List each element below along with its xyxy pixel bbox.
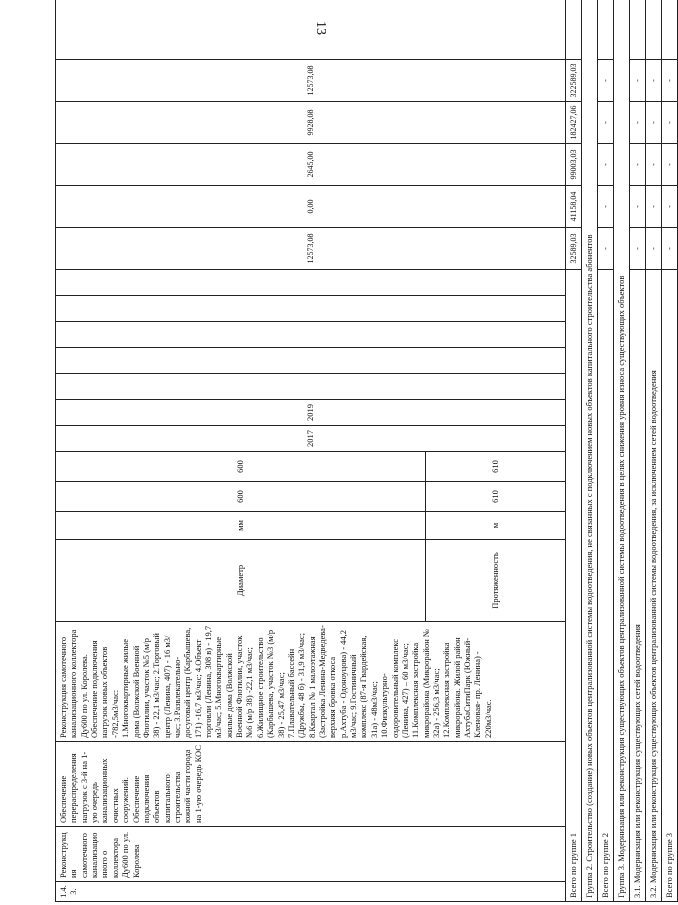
total-value: - (598, 102, 614, 144)
total-group1-row (566, 0, 582, 902)
total-value: - (662, 186, 678, 228)
group-header: Группа 2. Строительство (создание) новых объектов централизованной системы водоотведения, не связанных с подключением новых объектов капитального строительства абонентов (582, 0, 598, 902)
empty-cell (56, 322, 566, 348)
subgroup-value: - (630, 60, 646, 102)
table-row (56, 0, 426, 902)
param-unit: м (426, 512, 566, 540)
total-group3-row (662, 0, 678, 902)
total-value: - (662, 228, 678, 270)
subgroup-value: - (646, 102, 662, 144)
total-value: - (662, 144, 678, 186)
subgroup-value: - (646, 144, 662, 186)
subgroup31-row (630, 0, 646, 902)
empty-cell (662, 0, 678, 60)
cost-2017: 0,00 (56, 186, 566, 228)
param-after: 600 (56, 452, 426, 482)
empty-cell (56, 270, 566, 296)
empty-cell (646, 0, 662, 60)
total-value: 32589,03 (566, 228, 582, 270)
param-name: Диаметр (56, 540, 426, 622)
param-before: 600 (56, 482, 426, 512)
project-purpose: Обеспечение перераспределения нагрузок с 3-й на 1-ую очередь канализационных очистных сооружений. Обеспечение подключения объектов капитального строительства южной части города на 1-ую очередь КОС (56, 742, 566, 827)
subgroup-value: - (630, 228, 646, 270)
total-value: - (662, 102, 678, 144)
total-value: 182427,06 (566, 102, 582, 144)
year-end: 2019 (56, 400, 566, 426)
total-value: - (598, 144, 614, 186)
total-value: - (598, 60, 614, 102)
subgroup-value: - (646, 228, 662, 270)
subgroup-value: - (630, 186, 646, 228)
empty-cell (56, 374, 566, 400)
total-label: Всего по группе 3 (662, 270, 678, 902)
investment-program-table (55, 0, 678, 902)
param-before: 610 (426, 482, 566, 512)
cost-2018: 2645,00 (56, 144, 566, 186)
group3-header-row (614, 0, 630, 902)
cost-sum: 12573,08 (56, 60, 566, 102)
subgroup-label: 3.1. Модернизация или реконструкция существующих сетей водоотведения (630, 270, 646, 902)
total-value: 322589,03 (566, 60, 582, 102)
total-value: - (662, 60, 678, 102)
param-unit: мм (56, 512, 426, 540)
group2-header-row (582, 0, 598, 902)
total-group2-row (598, 0, 614, 902)
total-value: 41158,04 (566, 186, 582, 228)
param-name: Протяженность (426, 540, 566, 622)
row-number: 1.4.3. (56, 882, 566, 902)
param-after: 610 (426, 452, 566, 482)
empty-cell (630, 0, 646, 60)
total-value: 99003,03 (566, 144, 582, 186)
rotated-table-area (55, 30, 675, 902)
subgroup-value: - (630, 144, 646, 186)
subgroup-value: - (646, 60, 662, 102)
subgroup-value: - (646, 186, 662, 228)
subgroup32-row (646, 0, 662, 902)
page-number: 13 (313, 21, 328, 35)
empty-cell (566, 0, 582, 60)
year-start: 2017 (56, 426, 566, 452)
total-value: - (598, 186, 614, 228)
subgroup-label: 3.2. Модернизация или реконструкция существующих объектов централизованной системы водоотведения, за исключением сетей водоотведения (646, 270, 662, 902)
empty-cell (598, 0, 614, 60)
total-label: Всего по группе 1 (566, 270, 582, 902)
empty-cell (56, 348, 566, 374)
empty-cell (56, 296, 566, 322)
total-value: - (598, 228, 614, 270)
group-header: Группа 3. Модернизация или реконструкция существующих объектов централизованной системы водоотведения в целях снижения уровня износа существующих объектов (614, 0, 630, 902)
total-label: Всего по группе 2 (598, 270, 614, 902)
cost-2019: 9928,08 (56, 102, 566, 144)
subgroup-value: - (630, 102, 646, 144)
project-description: Реконструкция самотечного канализационного коллектора Ду600 по ул. Королева. Обеспечение подключения нагрузок новых объектов -782,5м3/час: 1.Многоквартирные жилые дома (Волжской Военной Флотилии, участок №5 (м/р 38) - 22,1 м3/час; 2.Торговый центр (Ленина, 407) - 16 м3/час; 3.Развлекательно-досуговый центр (Карбышева, 171) -16,7 м3/час; 4.Объект торговли (Ленина, 308 в) - 19,7 м3/час; 5.Многоквартирные жилые дома (Волжской Военной Флотилии, участок №6 (м/р 38) -22,1 м3/час; 6.Жилищное строительство (Карбышева, участок №3 (м/р 38) - 25,47 м3/час; 7.Плавательный бассейн (Дружбы, 48 б) - 31,9 м3/час; 8.Квартал № 1 малоэтажная (Застройка Ленина-Медведева-верхняя бровка откоса р.Ахтуба - Одоноуцова) - 44,2 м3/час; 9.Гостиничный комплекс (87-я Гвардейская, 31а) - 48м3/час; 10.Физкультурно-оздоровительный комплекс (Ленина, 427) – 60 м3/час; 11.Комплексная застройка микрорайона (Микрорайон № 32а) - 256,3 м3/час; 12.Комплексная застройка микрорайона. Жилой район АхтубаСитиПарк (Южный-Кленовая- пр. Ленина) - 220м3/час. (56, 622, 566, 742)
cost-total: 12573,08 (56, 228, 566, 270)
empty-cell (56, 0, 566, 60)
project-name: Реконструкция самотечного канализационного о коллектора Ду600 по ул. Королева (56, 827, 566, 882)
